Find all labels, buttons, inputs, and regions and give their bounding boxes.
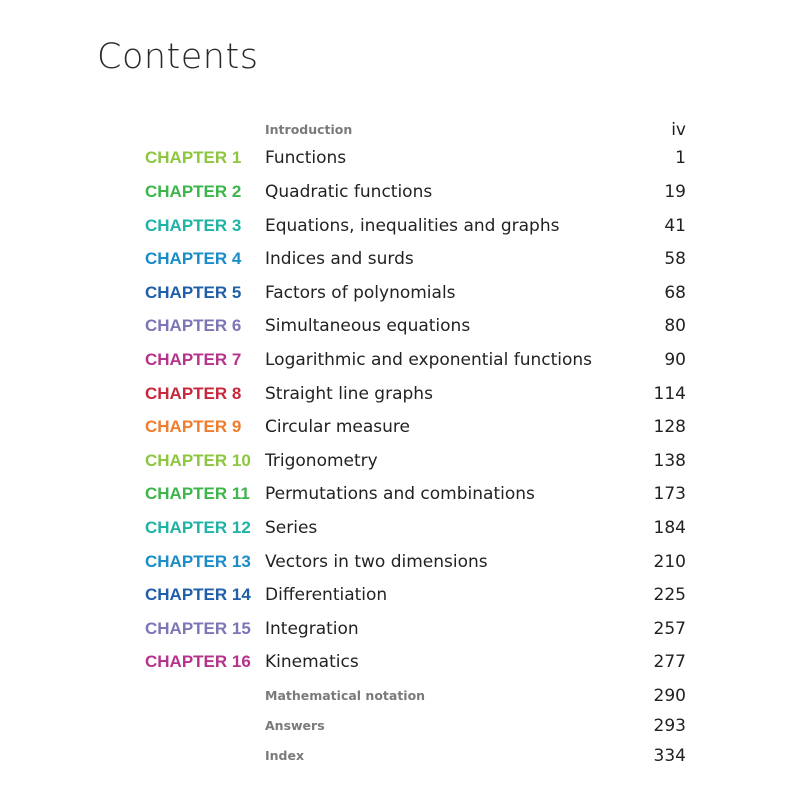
toc-row-chapter-8[interactable]: [0, 379, 787, 409]
toc-row-chapter-3[interactable]: [0, 211, 787, 241]
chapter-title: Trigonometry: [265, 451, 378, 471]
chapter-page: 184: [653, 518, 686, 538]
chapter-page: 80: [664, 316, 686, 336]
chapter-label: CHAPTER 5: [145, 283, 242, 302]
toc-entry-title: Introduction: [265, 122, 353, 137]
chapter-label: CHAPTER 15: [145, 619, 251, 638]
chapter-label: CHAPTER 14: [145, 585, 251, 604]
chapter-label: CHAPTER 7: [145, 350, 242, 369]
toc-entry-title: Answers: [265, 718, 325, 733]
chapter-page: 58: [664, 249, 686, 269]
toc-row-chapter-7[interactable]: [0, 345, 787, 375]
chapter-page: 173: [653, 484, 686, 504]
toc-entry-page: 293: [653, 716, 686, 736]
toc-row-chapter-12[interactable]: [0, 513, 787, 543]
toc-row-mathematical-notation[interactable]: [0, 681, 787, 711]
chapter-title: Vectors in two dimensions: [265, 552, 488, 572]
chapter-title: Straight line graphs: [265, 384, 433, 404]
chapter-page: 225: [653, 585, 686, 605]
toc-row-index[interactable]: [0, 741, 787, 771]
toc-row-chapter-15[interactable]: [0, 614, 787, 644]
chapter-label: CHAPTER 1: [145, 148, 242, 167]
chapter-title: Permutations and combinations: [265, 484, 535, 504]
chapter-title: Series: [265, 518, 318, 538]
toc-row-chapter-9[interactable]: [0, 412, 787, 442]
chapter-page: 138: [653, 451, 686, 471]
chapter-title: Quadratic functions: [265, 182, 433, 202]
toc-row-introduction[interactable]: [0, 115, 787, 145]
chapter-title: Simultaneous equations: [265, 316, 471, 336]
chapter-label: CHAPTER 3: [145, 216, 242, 235]
chapter-title: Functions: [265, 148, 347, 168]
toc-row-chapter-10[interactable]: [0, 446, 787, 476]
toc-row-chapter-6[interactable]: [0, 311, 787, 341]
chapter-title: Logarithmic and exponential functions: [265, 350, 593, 370]
chapter-page: 257: [653, 619, 686, 639]
toc-row-chapter-14[interactable]: [0, 580, 787, 610]
chapter-page: 210: [653, 552, 686, 572]
chapter-page: 90: [664, 350, 686, 370]
chapter-page: 128: [653, 417, 686, 437]
chapter-label: CHAPTER 13: [145, 552, 251, 571]
chapter-title: Indices and surds: [265, 249, 414, 269]
chapter-label: CHAPTER 9: [145, 417, 242, 436]
chapter-title: Differentiation: [265, 585, 388, 605]
chapter-page: 41: [664, 216, 686, 236]
toc-row-chapter-16[interactable]: [0, 647, 787, 677]
chapter-label: CHAPTER 8: [145, 384, 242, 403]
toc-row-chapter-13[interactable]: [0, 547, 787, 577]
toc-entry-page: 334: [653, 746, 686, 766]
chapter-title: Kinematics: [265, 652, 359, 672]
chapter-label: CHAPTER 11: [145, 484, 250, 503]
toc-row-chapter-4[interactable]: [0, 244, 787, 274]
toc-entry-title: Mathematical notation: [265, 688, 426, 703]
chapter-title: Factors of polynomials: [265, 283, 456, 303]
toc-entry-page: 290: [653, 686, 686, 706]
chapter-page: 19: [664, 182, 686, 202]
toc-row-chapter-1[interactable]: [0, 143, 787, 173]
chapter-label: CHAPTER 16: [145, 652, 251, 671]
toc-entry-page: iv: [671, 120, 686, 140]
chapter-title: Integration: [265, 619, 359, 639]
chapter-label: CHAPTER 4: [145, 249, 242, 268]
chapter-page: 277: [653, 652, 686, 672]
toc-row-answers[interactable]: [0, 711, 787, 741]
chapter-title: Circular measure: [265, 417, 411, 437]
chapter-label: CHAPTER 2: [145, 182, 242, 201]
toc-row-chapter-11[interactable]: [0, 479, 787, 509]
toc-entry-title: Index: [265, 748, 305, 763]
chapter-page: 1: [675, 148, 686, 168]
chapter-page: 68: [664, 283, 686, 303]
toc-row-chapter-2[interactable]: [0, 177, 787, 207]
chapter-title: Equations, inequalities and graphs: [265, 216, 560, 236]
chapter-label: CHAPTER 10: [145, 451, 251, 470]
toc-row-chapter-5[interactable]: [0, 278, 787, 308]
chapter-label: CHAPTER 6: [145, 316, 242, 335]
chapter-page: 114: [653, 384, 686, 404]
chapter-label: CHAPTER 12: [145, 518, 251, 537]
page-title: Contents: [97, 37, 259, 77]
